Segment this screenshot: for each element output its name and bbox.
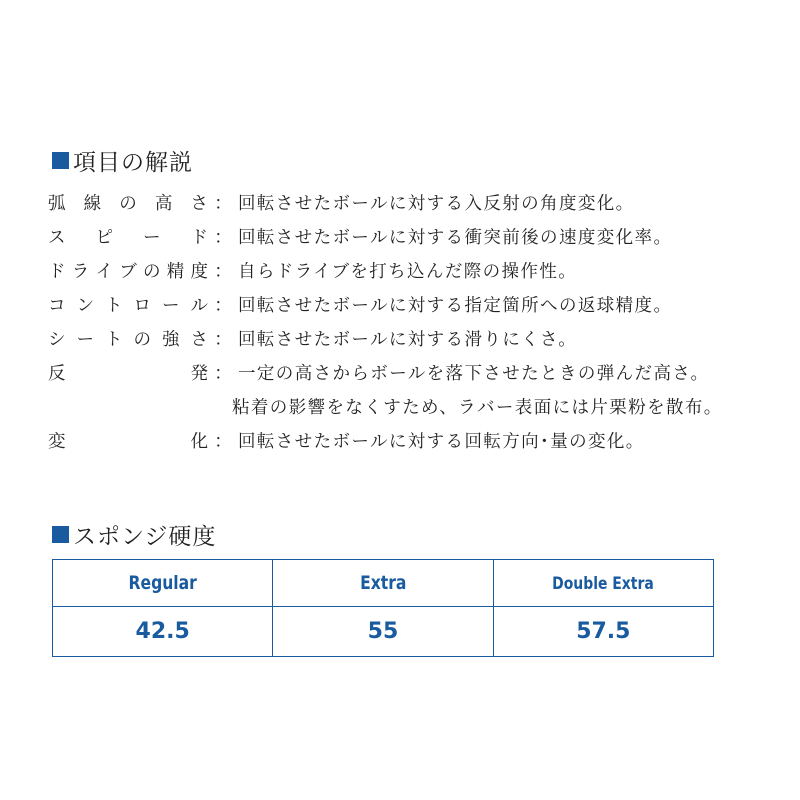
term: [48, 360, 208, 385]
term-char: ー: [143, 227, 161, 248]
list-item: [48, 287, 672, 321]
table-row: [53, 607, 714, 657]
colon: ：: [214, 363, 232, 384]
table-header-cell: Extra: [273, 560, 493, 607]
definition: 回転させたボールに対する指定箇所への返球精度。: [238, 295, 673, 316]
term: [48, 258, 208, 283]
definition: 回転させたボールに対する衝突前後の速度変化率。: [238, 227, 673, 248]
term-char: ト: [105, 329, 123, 350]
definition: 一定の高さからボールを落下させたときの弾んだ高さ。: [238, 363, 710, 384]
sponge-hardness-table: [52, 559, 714, 657]
definition: 自らドライブを打ち込んだ際の操作性。: [238, 261, 578, 282]
definition: 回転させたボールに対する滑りにくさ。: [238, 329, 578, 350]
term-char: ル: [190, 295, 208, 316]
sponge-title-text: スポンジ硬度: [73, 524, 217, 550]
colon: ：: [214, 227, 232, 248]
explanation-title: [52, 144, 193, 177]
list-item: [48, 423, 645, 457]
term-char: ロ: [133, 295, 151, 316]
term: [48, 292, 208, 317]
term-char: ラ: [71, 261, 90, 282]
list-item: [48, 185, 635, 219]
term-char: 化: [190, 431, 208, 452]
title-square-icon: [52, 526, 69, 543]
term-char: の: [143, 261, 161, 282]
colon: ：: [214, 431, 232, 452]
term-char: さ: [190, 193, 208, 214]
list-item: [48, 321, 577, 355]
list-item: [48, 355, 709, 389]
term-char: ー: [162, 295, 180, 316]
term-char: ト: [105, 295, 123, 316]
term-char: 度: [190, 261, 208, 282]
term-char: ブ: [119, 261, 137, 282]
term-char: の: [133, 329, 151, 350]
table-header-cell: Regular: [53, 560, 273, 607]
term-char: イ: [95, 261, 113, 282]
table-header-row: [53, 560, 714, 607]
term-char: 発: [190, 363, 208, 384]
sponge-title: [52, 518, 216, 551]
colon: ：: [214, 261, 232, 282]
term-char: ド: [190, 227, 208, 248]
term-char: コ: [48, 295, 66, 316]
colon: ：: [214, 329, 232, 350]
term: [48, 190, 208, 215]
term: [48, 224, 208, 249]
table-cell: 42.5: [53, 607, 273, 657]
term-char: さ: [190, 329, 208, 350]
term: [48, 326, 208, 351]
term-char: 線: [83, 193, 102, 214]
list-item-continuation: [48, 389, 723, 423]
table-cell: 55: [273, 607, 493, 657]
term-char: 反: [48, 363, 66, 384]
term-char: シ: [48, 329, 66, 350]
term-char: 高: [154, 193, 173, 214]
list-item: [48, 219, 672, 253]
colon: ：: [214, 295, 232, 316]
table-cell: 57.5: [493, 607, 713, 657]
definition-continuation: 粘着の影響をなくすため、ラバー表面には片栗粉を散布。: [232, 397, 723, 418]
term: [48, 428, 208, 453]
definition: 回転させたボールに対する回転方向･量の変化。: [238, 431, 645, 452]
table-header-cell: Double Extra: [493, 560, 713, 607]
term-char: 強: [162, 329, 180, 350]
term-char: ー: [76, 329, 94, 350]
colon: ：: [214, 193, 232, 214]
title-square-icon: [52, 152, 69, 169]
term-char: ド: [48, 261, 66, 282]
list-item: [48, 253, 577, 287]
term-char: ン: [76, 295, 94, 316]
term-char: 精: [166, 261, 185, 282]
term-char: ス: [48, 227, 66, 248]
term-char: ピ: [95, 227, 113, 248]
definition: 回転させたボールに対する入反射の角度変化。: [238, 193, 635, 214]
term-char: の: [119, 193, 137, 214]
explanation-title-text: 項目の解説: [73, 150, 193, 176]
term-char: 変: [48, 431, 66, 452]
term-char: 弧: [48, 193, 66, 214]
